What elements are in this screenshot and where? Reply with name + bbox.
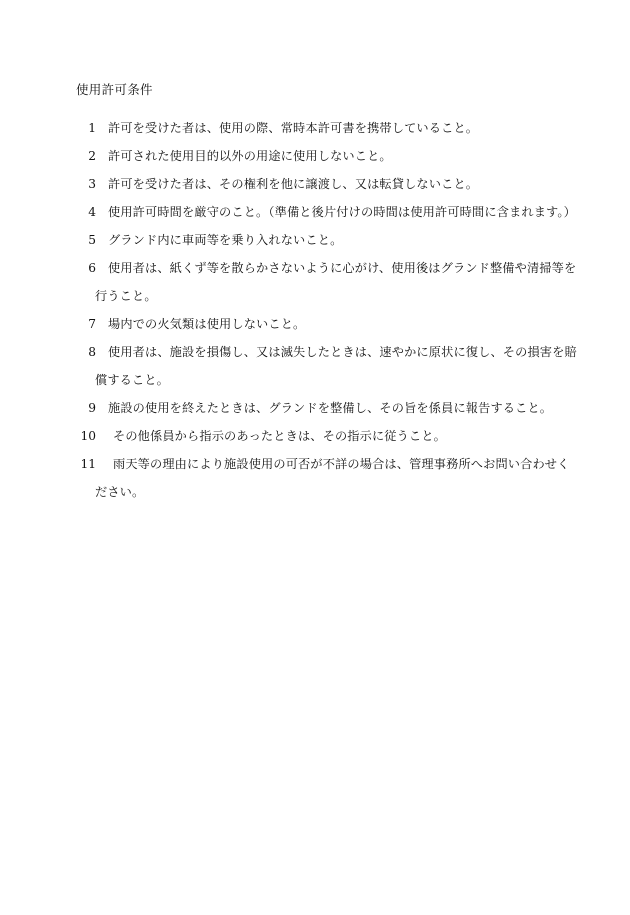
condition-continuation: ださい。	[95, 485, 145, 499]
condition-continuation: 償すること。	[95, 373, 170, 387]
condition-item-10	[0, 428, 630, 456]
condition-text: 施設の使用を終えたときは、グランドを整備し、その旨を係員に報告すること。	[108, 401, 553, 415]
condition-number: 2	[88, 149, 96, 163]
condition-number: 6	[88, 261, 96, 275]
condition-text: 雨天等の理由により施設使用の可否が不詳の場合は、管理事務所へお問い合わせく	[113, 457, 570, 471]
condition-number: 7	[88, 317, 96, 331]
condition-item-1	[0, 120, 630, 148]
condition-item-8	[0, 344, 630, 400]
condition-item-11	[0, 456, 630, 512]
document-title: 使用許可条件	[76, 82, 153, 97]
condition-number: 5	[88, 233, 96, 247]
condition-number: 3	[88, 177, 96, 191]
conditions-list	[0, 120, 630, 512]
condition-item-9	[0, 400, 630, 428]
condition-text: 使用許可時間を厳守のこと。（準備と後片付けの時間は使用許可時間に含まれます。）	[108, 205, 576, 219]
condition-item-5	[0, 232, 630, 260]
condition-number: 10	[80, 429, 96, 443]
condition-text: 使用者は、紙くず等を散らかさないように心がけ、使用後はグランド整備や清掃等を	[108, 261, 577, 275]
condition-number: 8	[88, 345, 96, 359]
condition-item-4	[0, 204, 630, 232]
condition-number: 1	[88, 121, 96, 135]
condition-number: 9	[88, 401, 96, 415]
condition-text: グランド内に車両等を乗り入れないこと。	[108, 233, 343, 247]
condition-item-6	[0, 260, 630, 316]
condition-item-7	[0, 316, 630, 344]
condition-text: 許可を受けた者は、使用の際、常時本許可書を携帯していること。	[108, 121, 479, 135]
condition-number: 4	[88, 205, 96, 219]
condition-item-3	[0, 176, 630, 204]
condition-text: 許可された使用目的以外の用途に使用しないこと。	[108, 149, 392, 163]
condition-text: 許可を受けた者は、その権利を他に譲渡し、又は転貸しないこと。	[108, 177, 479, 191]
condition-text: 場内での火気類は使用しないこと。	[108, 317, 306, 331]
condition-item-2	[0, 148, 630, 176]
condition-text: その他係員から指示のあったときは、その指示に従うこと。	[113, 429, 446, 443]
condition-text: 使用者は、施設を損傷し、又は滅失したときは、速やかに原状に復し、その損害を賠	[108, 345, 577, 359]
condition-continuation: 行うこと。	[95, 289, 157, 303]
condition-number: 11	[80, 457, 96, 471]
